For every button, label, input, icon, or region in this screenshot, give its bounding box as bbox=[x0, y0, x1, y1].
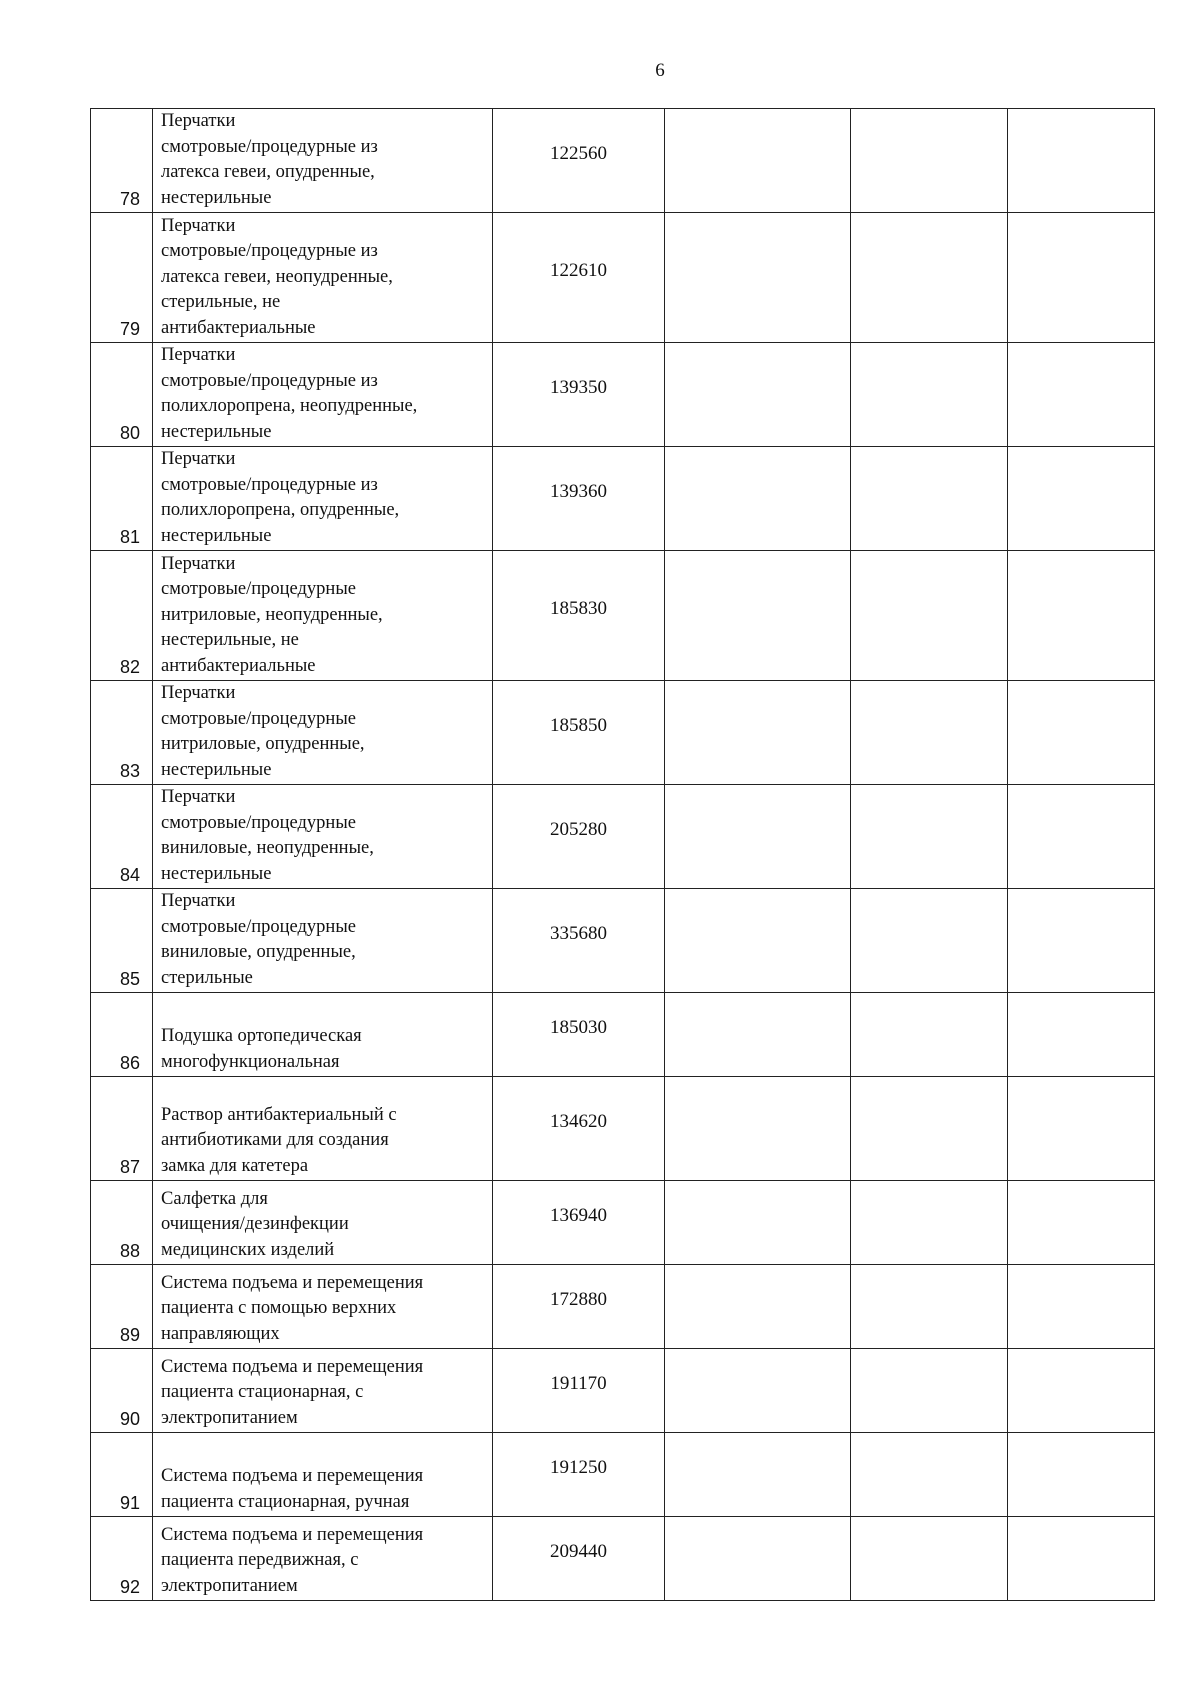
empty-cell bbox=[1008, 109, 1155, 213]
item-code-cell: 172880 bbox=[493, 1265, 665, 1349]
empty-cell bbox=[851, 109, 1008, 213]
row-number-cell: 92 bbox=[91, 1517, 153, 1601]
empty-cell bbox=[665, 1265, 851, 1349]
empty-cell bbox=[665, 1077, 851, 1181]
table-row bbox=[91, 1349, 1155, 1433]
item-name-cell: Перчатки смотровые/процедурные нитриловые, неопудренные, нестерильные, не антибактериальные bbox=[153, 551, 493, 681]
empty-cell bbox=[851, 681, 1008, 785]
empty-cell bbox=[1008, 551, 1155, 681]
table-row bbox=[91, 551, 1155, 681]
empty-cell bbox=[851, 1265, 1008, 1349]
item-code-cell: 335680 bbox=[493, 889, 665, 993]
empty-cell bbox=[665, 993, 851, 1077]
empty-cell bbox=[1008, 1517, 1155, 1601]
item-name-cell: Перчатки смотровые/процедурные из полихлоропрена, опудренные, нестерильные bbox=[153, 447, 493, 551]
empty-cell bbox=[851, 889, 1008, 993]
item-name-cell: Перчатки смотровые/процедурные виниловые, неопудренные, нестерильные bbox=[153, 785, 493, 889]
row-number-cell: 86 bbox=[91, 993, 153, 1077]
empty-cell bbox=[665, 1433, 851, 1517]
empty-cell bbox=[851, 343, 1008, 447]
empty-cell bbox=[665, 1517, 851, 1601]
empty-cell bbox=[1008, 1433, 1155, 1517]
row-number-cell: 83 bbox=[91, 681, 153, 785]
item-code-cell: 205280 bbox=[493, 785, 665, 889]
table-row bbox=[91, 1077, 1155, 1181]
row-number-cell: 89 bbox=[91, 1265, 153, 1349]
item-name-cell: Перчатки смотровые/процедурные нитриловые, опудренные, нестерильные bbox=[153, 681, 493, 785]
item-name-cell: Подушка ортопедическая многофункциональная bbox=[153, 993, 493, 1077]
empty-cell bbox=[851, 213, 1008, 343]
empty-cell bbox=[851, 1433, 1008, 1517]
empty-cell bbox=[665, 1349, 851, 1433]
item-code-cell: 122610 bbox=[493, 213, 665, 343]
empty-cell bbox=[1008, 1181, 1155, 1265]
item-code-cell: 139360 bbox=[493, 447, 665, 551]
item-code-cell: 191250 bbox=[493, 1433, 665, 1517]
table-row bbox=[91, 447, 1155, 551]
item-name-cell: Перчатки смотровые/процедурные из латекса гевеи, опудренные, нестерильные bbox=[153, 109, 493, 213]
table-row bbox=[91, 785, 1155, 889]
empty-cell bbox=[665, 343, 851, 447]
item-code-cell: 139350 bbox=[493, 343, 665, 447]
empty-cell bbox=[665, 681, 851, 785]
item-code-cell: 185030 bbox=[493, 993, 665, 1077]
empty-cell bbox=[1008, 681, 1155, 785]
row-number-cell: 87 bbox=[91, 1077, 153, 1181]
empty-cell bbox=[1008, 1349, 1155, 1433]
item-code-cell: 209440 bbox=[493, 1517, 665, 1601]
table-row bbox=[91, 993, 1155, 1077]
item-name-cell: Раствор антибактериальный с антибиотиками для создания замка для катетера bbox=[153, 1077, 493, 1181]
item-code-cell: 134620 bbox=[493, 1077, 665, 1181]
empty-cell bbox=[1008, 447, 1155, 551]
table-row bbox=[91, 343, 1155, 447]
empty-cell bbox=[665, 785, 851, 889]
table-row bbox=[91, 109, 1155, 213]
row-number-cell: 80 bbox=[91, 343, 153, 447]
table-row bbox=[91, 213, 1155, 343]
table-row bbox=[91, 1517, 1155, 1601]
empty-cell bbox=[665, 447, 851, 551]
empty-cell bbox=[1008, 213, 1155, 343]
empty-cell bbox=[665, 889, 851, 993]
row-number-cell: 85 bbox=[91, 889, 153, 993]
empty-cell bbox=[851, 1181, 1008, 1265]
empty-cell bbox=[851, 551, 1008, 681]
empty-cell bbox=[851, 993, 1008, 1077]
item-name-cell: Перчатки смотровые/процедурные виниловые, опудренные, стерильные bbox=[153, 889, 493, 993]
row-number-cell: 82 bbox=[91, 551, 153, 681]
row-number-cell: 81 bbox=[91, 447, 153, 551]
table-row bbox=[91, 1181, 1155, 1265]
table-body bbox=[91, 109, 1155, 1601]
empty-cell bbox=[851, 447, 1008, 551]
table-row bbox=[91, 1265, 1155, 1349]
row-number-cell: 88 bbox=[91, 1181, 153, 1265]
table-row bbox=[91, 889, 1155, 993]
row-number-cell: 91 bbox=[91, 1433, 153, 1517]
empty-cell bbox=[665, 1181, 851, 1265]
page-number: 6 bbox=[655, 60, 665, 81]
item-code-cell: 136940 bbox=[493, 1181, 665, 1265]
item-code-cell: 191170 bbox=[493, 1349, 665, 1433]
empty-cell bbox=[665, 551, 851, 681]
row-number-cell: 79 bbox=[91, 213, 153, 343]
table-row bbox=[91, 1433, 1155, 1517]
empty-cell bbox=[851, 785, 1008, 889]
item-code-cell: 185830 bbox=[493, 551, 665, 681]
row-number-cell: 84 bbox=[91, 785, 153, 889]
item-code-cell: 185850 bbox=[493, 681, 665, 785]
empty-cell bbox=[1008, 889, 1155, 993]
item-name-cell: Система подъема и перемещения пациента с помощью верхних направляющих bbox=[153, 1265, 493, 1349]
item-code-cell: 122560 bbox=[493, 109, 665, 213]
table-row bbox=[91, 681, 1155, 785]
empty-cell bbox=[851, 1517, 1008, 1601]
item-name-cell: Салфетка для очищения/дезинфекции медицинских изделий bbox=[153, 1181, 493, 1265]
empty-cell bbox=[1008, 785, 1155, 889]
item-name-cell: Перчатки смотровые/процедурные из латекса гевеи, неопудренные, стерильные, не антибактериальные bbox=[153, 213, 493, 343]
item-name-cell: Система подъема и перемещения пациента передвижная, с электропитанием bbox=[153, 1517, 493, 1601]
empty-cell bbox=[1008, 343, 1155, 447]
empty-cell bbox=[1008, 1077, 1155, 1181]
devices-table bbox=[90, 108, 1155, 1601]
item-name-cell: Перчатки смотровые/процедурные из полихлоропрена, неопудренные, нестерильные bbox=[153, 343, 493, 447]
empty-cell bbox=[851, 1077, 1008, 1181]
empty-cell bbox=[665, 213, 851, 343]
item-name-cell: Система подъема и перемещения пациента стационарная, с электропитанием bbox=[153, 1349, 493, 1433]
empty-cell bbox=[851, 1349, 1008, 1433]
item-name-cell: Система подъема и перемещения пациента стационарная, ручная bbox=[153, 1433, 493, 1517]
row-number-cell: 90 bbox=[91, 1349, 153, 1433]
empty-cell bbox=[665, 109, 851, 213]
row-number-cell: 78 bbox=[91, 109, 153, 213]
empty-cell bbox=[1008, 993, 1155, 1077]
empty-cell bbox=[1008, 1265, 1155, 1349]
